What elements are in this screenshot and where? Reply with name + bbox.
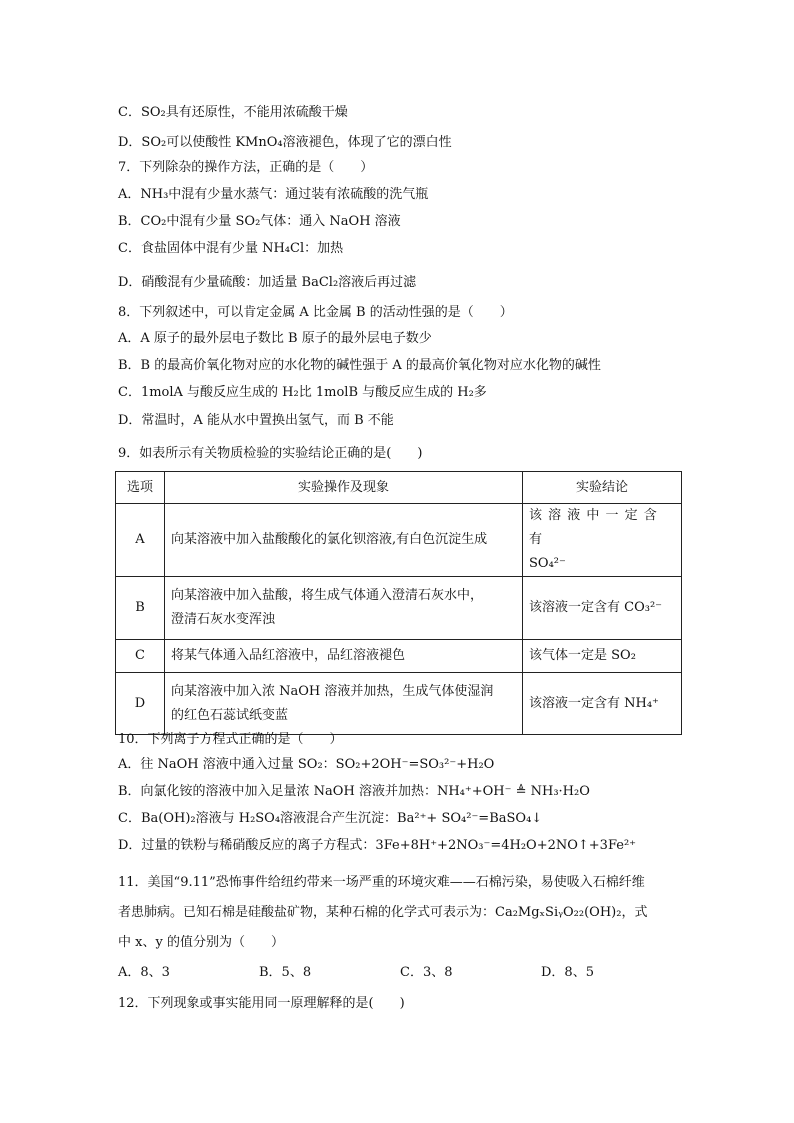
q11-option-a: A．8、3 <box>118 965 170 980</box>
q7-option-a: A．NH₃中混有少量水蒸气：通过装有浓硫酸的洗气瓶 <box>118 187 429 202</box>
q10-option-c: C．Ba(OH)₂溶液与 H₂SO₄溶液混合产生沉淀：Ba²⁺+ SO₄²⁻=BaSO₄↓ <box>118 811 543 826</box>
row-conclusion: 该 溶 液 中 一 定 含 有 SO₄²⁻ <box>523 504 682 577</box>
table-row <box>116 673 682 735</box>
row-operation: 向某溶液中加入盐酸酸化的氯化钡溶液,有白色沉淀生成 <box>165 504 523 577</box>
table-row <box>116 640 682 673</box>
row-conclusion: 该溶液一定含有 CO₃²⁻ <box>523 577 682 640</box>
row-conclusion: 该气体一定是 SO₂ <box>523 640 682 673</box>
header-conclusion: 实验结论 <box>523 472 682 504</box>
q8-option-d: D．常温时，A 能从水中置换出氢气，而 B 不能 <box>118 413 394 428</box>
row-conclusion: 该溶液一定含有 NH₄⁺ <box>523 673 682 735</box>
row-option: B <box>116 577 165 640</box>
q8-option-c: C．1molA 与酸反应生成的 H₂比 1molB 与酸反应生成的 H₂多 <box>118 385 487 400</box>
q6-option-d: D．SO₂可以使酸性 KMnO₄溶液褪色，体现了它的漂白性 <box>118 135 452 150</box>
q11-option-d: D．8、5 <box>541 965 594 980</box>
row-operation: 向某溶液中加入盐酸，将生成气体通入澄清石灰水中， 澄清石灰水变浑浊 <box>165 577 523 640</box>
q10-stem: 10．下列离子方程式正确的是（ ） <box>118 732 343 747</box>
q11-options <box>118 964 682 982</box>
row-operation: 向某溶液中加入浓 NaOH 溶液并加热，生成气体使湿润 的红色石蕊试纸变蓝 <box>165 673 523 735</box>
row-operation: 将某气体通入品红溶液中，品红溶液褪色 <box>165 640 523 673</box>
header-option: 选项 <box>116 472 165 504</box>
table-row <box>116 577 682 640</box>
q8-option-a: A．A 原子的最外层电子数比 B 原子的最外层电子数少 <box>118 331 432 346</box>
q10-option-b: B．向氯化铵的溶液中加入足量浓 NaOH 溶液并加热：NH₄⁺+OH⁻ ≜ NH₃·H₂O <box>118 784 590 799</box>
q7-stem: 7．下列除杂的操作方法，正确的是（ ） <box>118 160 374 175</box>
q11-option-b: B．5、8 <box>259 965 312 980</box>
q7-option-c: C．食盐固体中混有少量 NH₄Cl：加热 <box>118 241 344 256</box>
row-option: A <box>116 504 165 577</box>
q11-stem-line1: 11．美国“9.11”恐怖事件给纽约带来一场严重的环境灾难——石棉污染，易使吸入石棉纤维 <box>118 875 645 890</box>
experiment-table <box>115 471 682 735</box>
q8-option-b: B．B 的最高价氧化物对应的水化物的碱性强于 A 的最高价氧化物对应水化物的碱性 <box>118 358 601 373</box>
row-option: D <box>116 673 165 735</box>
table-header-row <box>116 472 682 504</box>
q7-option-d: D．硝酸混有少量硫酸：加适量 BaCl₂溶液后再过滤 <box>118 275 417 290</box>
row-option: C <box>116 640 165 673</box>
q10-option-a: A．往 NaOH 溶液中通入过量 SO₂：SO₂+2OH⁻=SO₃²⁻+H₂O <box>118 757 495 772</box>
q6-option-c: C．SO₂具有还原性，不能用浓硫酸干燥 <box>118 105 348 120</box>
q9-stem: 9．如表所示有关物质检验的实验结论正确的是( ) <box>118 446 423 461</box>
q11-stem-line2: 者患肺病。已知石棉是硅酸盐矿物，某种石棉的化学式可表示为：Ca₂MgₓSiᵧO₂₂(OH)₂，式 <box>118 905 648 920</box>
header-operation: 实验操作及现象 <box>165 472 523 504</box>
q8-stem: 8．下列叙述中，可以肯定金属 A 比金属 B 的活动性强的是（ ） <box>118 305 513 320</box>
q11-stem-line3: 中 x、y 的值分别为（ ） <box>118 935 284 950</box>
table-row <box>116 504 682 577</box>
q10-option-d: D．过量的铁粉与稀硝酸反应的离子方程式：3Fe+8H⁺+2NO₃⁻=4H₂O+2NO↑+3Fe²⁺ <box>118 838 637 853</box>
q7-option-b: B．CO₂中混有少量 SO₂气体：通入 NaOH 溶液 <box>118 214 401 229</box>
q12-stem: 12．下列现象或事实能用同一原理解释的是( ) <box>118 996 405 1011</box>
q11-option-c: C．3、8 <box>400 965 453 980</box>
